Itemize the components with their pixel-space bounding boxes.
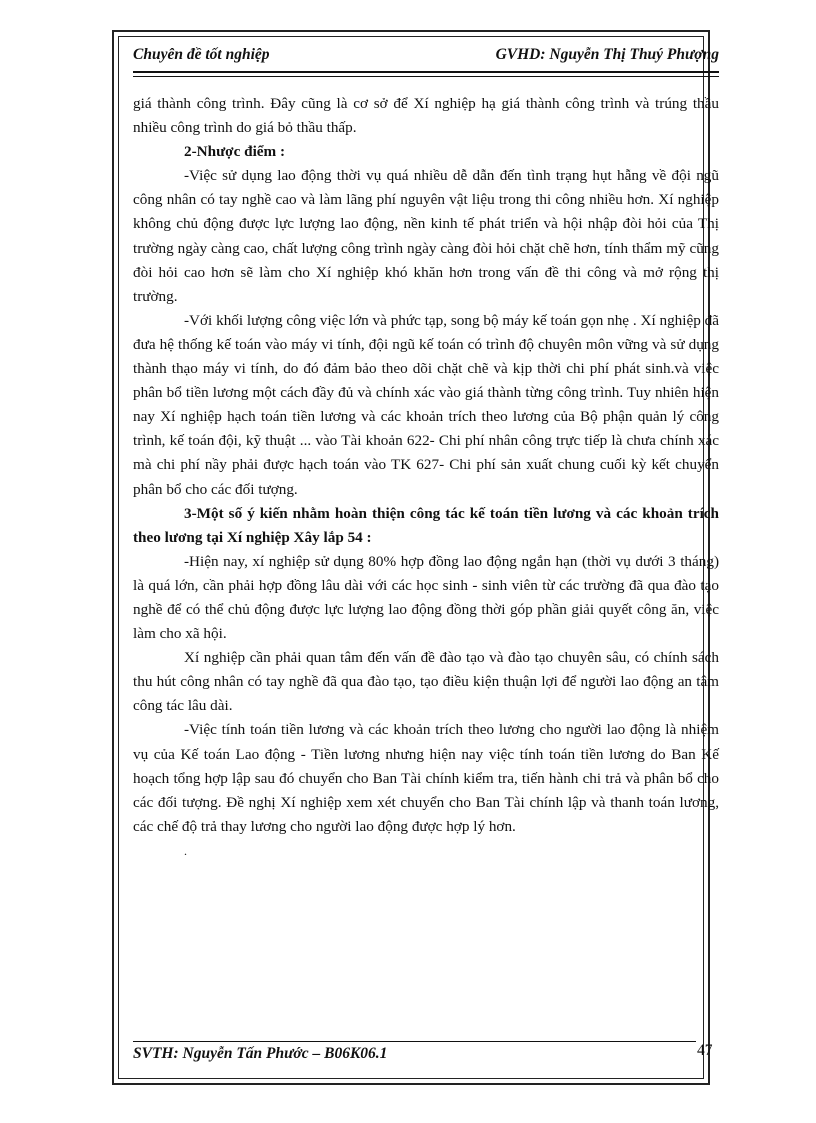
document-body (133, 92, 719, 863)
header-divider-thin (133, 76, 719, 77)
footer-author: SVTH: Nguyễn Tấn Phước – B06K06.1 (133, 1045, 388, 1062)
section-heading-weaknesses: 2-Nhược điểm : (184, 143, 286, 161)
footer-divider (133, 1041, 696, 1042)
header-divider (133, 71, 719, 73)
body-paragraph: -Việc sử dụng lao động thời vụ quá nhiều dễ dẫn đến tình trạng hụt hẫng về đội ngũ công nhân có tay nghề cao và làm lãng phí nguyên vật liệu trong thi công nhiều hơn. Xí nghiệp không chủ động được lực lượng lao động, nền kinh tế phát triển và hội nhập đòi hỏi của Thị trường ngày càng cao, chất lượng công trình ngày càng đòi hỏi chặt chẽ hơn, tính thẩm mỹ cũng đòi hỏi cao hơn sẽ làm cho Xí nghiệp khó khăn hơn trong vấn đề thi công và mở rộng thị trường. (133, 167, 719, 305)
page-number: 47 (697, 1042, 713, 1059)
body-paragraph: -Việc tính toán tiền lương và các khoản trích theo lương cho người lao động là nhiệm vụ của Kế toán Lao động - Tiền lương nhưng hiện nay việc tính toán tiền lương do Ban Kế hoạch tổng hợp lập sau đó chuyển cho Ban Tài chính kiểm tra, tiến hành chi trả và phân bổ cho các đối tượng. Đề nghị Xí nghiệp xem xét chuyển cho Ban Tài chính lập và thanh toán lương, các chế độ trả thay lương cho người lao động được hợp lý hơn. (133, 721, 719, 835)
page-header (133, 44, 719, 72)
body-paragraph: -Hiện nay, xí nghiệp sử dụng 80% hợp đồng lao động ngắn hạn (thời vụ dưới 3 tháng) là quá lớn, cần phải hợp đồng lâu dài với các học sinh - sinh viên từ các trường đã qua đào tạo nghề để có thể chủ động được lực lượng lao động đồng thời góp phần giải quyết công ăn, việc làm cho xã hội. (133, 552, 719, 643)
body-paragraph: giá thành công trình. Đây cũng là cơ sở để Xí nghiệp hạ giá thành công trình và trúng thầu nhiều công trình do giá bỏ thầu thấp. (133, 95, 719, 137)
trailing-mark: . (184, 843, 187, 858)
body-paragraph: -Với khối lượng công việc lớn và phức tạp, song bộ máy kế toán gọn nhẹ . Xí nghiệp đã đưa hệ thống kế toán vào máy vi tính, đội ngũ kế toán có trình độ chuyên môn vững và sử dụng thành thạo máy vi tính, do đó đảm bảo theo dõi chặt chẽ và kịp thời chi phí phát sinh.và việc phân bổ tiền lương một cách đầy đủ và chính xác vào giá thành từng công trình. Tuy nhiên hiện nay Xí nghiệp hạch toán tiền lương và các khoản trích theo lương của Bộ phận quản lý công trình, kế toán đội, kỹ thuật ... vào Tài khoản 622- Chi phí nhân công trực tiếp là chưa chính xác mà chi phí nầy phải được hạch toán vào TK 627- Chi phí sản xuất chung cuối kỳ kết chuyển phân bổ cho các đối tượng. (133, 311, 719, 498)
section-heading-recommendations: 3-Một số ý kiến nhằm hoàn thiện công tác kế toán tiền lương và các khoản trích theo lương tại Xí nghiệp Xây lắp 54 : (133, 504, 719, 546)
header-supervisor: GVHD: Nguyễn Thị Thuý Phượng (495, 46, 719, 63)
body-paragraph: Xí nghiệp cần phải quan tâm đến vấn đề đào tạo và đào tạo chuyên sâu, có chính sách thu hút công nhân có tay nghề đã qua đào tạo, tạo điều kiện thuận lợi để người lao động an tâm công tác lâu dài. (133, 649, 719, 715)
header-course-title: Chuyên đề tốt nghiệp (133, 46, 270, 63)
